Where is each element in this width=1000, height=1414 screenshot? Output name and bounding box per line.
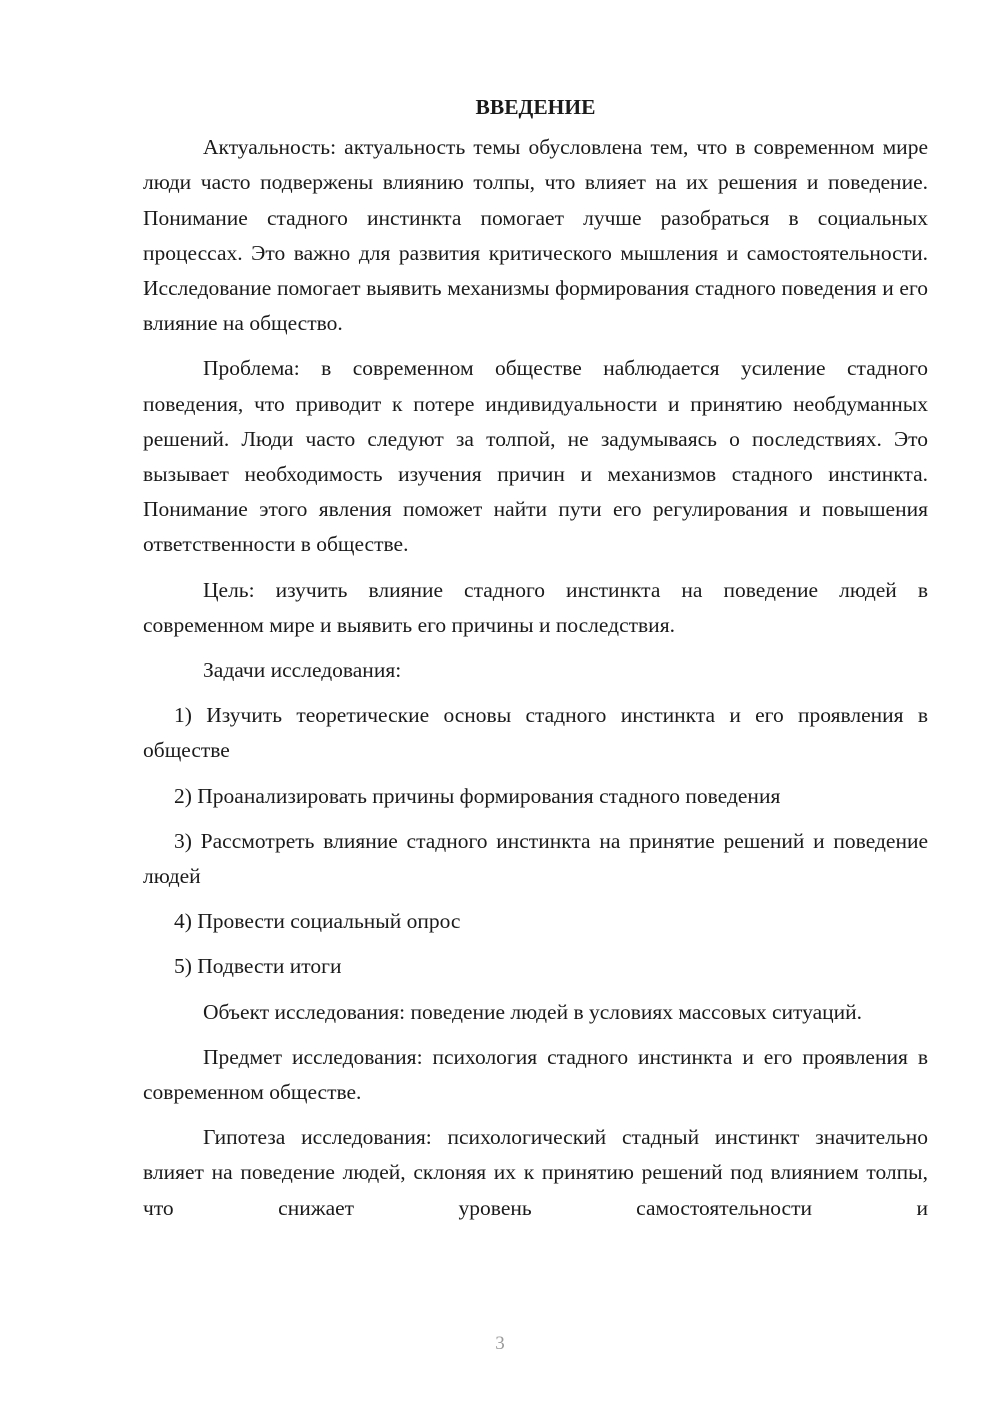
page-content	[143, 90, 928, 1236]
object-paragraph: Объект исследования: поведение людей в условиях массовых ситуаций.	[203, 999, 863, 1024]
relevance-paragraph: Актуальность: актуальность темы обусловлена тем, что в современном мире люди часто подвержены влиянию толпы, что влияет на их решения и поведение. Понимание стадного инстинкта помогает лучше разобраться в социальных процессах. Это важно для развития критического мышления и самостоятельности. Исследование помогает выявить механизмы формирования стадного поведения и его влияние на общество.	[143, 135, 928, 336]
task-item-2: 2) Проанализировать причины формирования стадного поведения	[174, 783, 781, 808]
section-title: ВВЕДЕНИЕ	[475, 95, 596, 119]
problem-paragraph: Проблема: в современном обществе наблюдается усиление стадного поведения, что приводит к потере индивидуальности и принятию необдуманных решений. Люди часто следуют за толпой, не задумываясь о последствиях. Это вызывает необходимость изучения причин и механизмов стадного инстинкта. Понимание этого явления поможет найти пути его регулирования и повышения ответственности в обществе.	[143, 356, 928, 557]
tasks-heading: Задачи исследования:	[203, 658, 402, 683]
subject-paragraph: Предмет исследования: психология стадного инстинкта и его проявления в современном обществе.	[143, 1044, 928, 1105]
hypothesis-paragraph: Гипотеза исследования: психологический стадный инстинкт значительно влияет на поведение людей, склоняя их к принятию решений под влиянием толпы, что снижает уровень самостоятельности и	[143, 1125, 928, 1220]
goal-paragraph: Цель: изучить влияние стадного инстинкта на поведение людей в современном мире и выявить его причины и последствия.	[143, 577, 928, 637]
page-number: 3	[495, 1333, 505, 1354]
task-item-1: 1) Изучить теоретические основы стадного инстинкта и его проявления в обществе	[143, 703, 928, 763]
task-item-4: 4) Провести социальный опрос	[174, 909, 461, 934]
task-item-5: 5) Подвести итоги	[174, 954, 342, 979]
task-item-3: 3) Рассмотреть влияние стадного инстинкта на принятие решений и поведение людей	[143, 828, 928, 889]
